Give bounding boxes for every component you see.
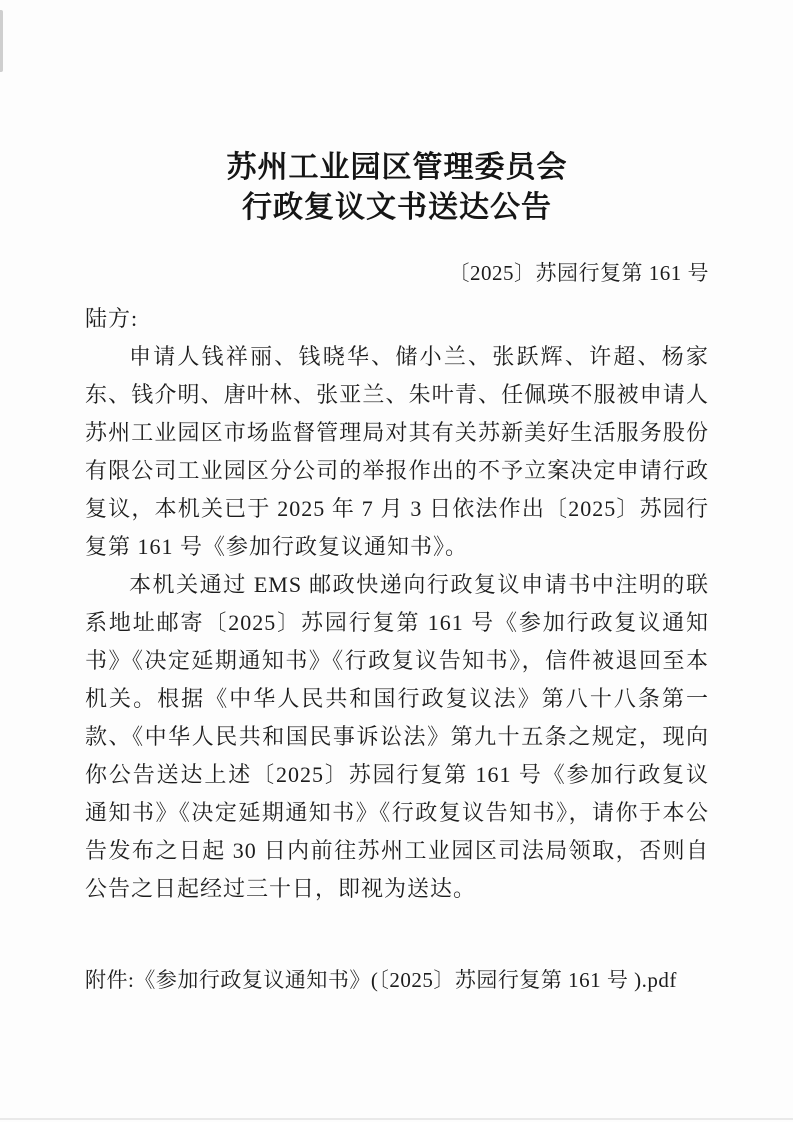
addressee: 陆方:: [85, 306, 139, 331]
scan-artifact-bottom-edge: [0, 1118, 793, 1120]
body-paragraph-2: 本机关通过 EMS 邮政快递向行政复议申请书中注明的联系地址邮寄〔2025〕苏园行复第 161 号《参加行政复议通知书》《决定延期通知书》《行政复议告知书》，信件被退回至本机关。根据《中华人民共和国行政复议法》第八十八条第一款、《中华人民共和国民事诉讼法》第九十五条之规定，现向你公告送达上述〔2025〕苏园行复第 161 号《参加行政复议通知书》《决定延期通知书》《行政复议告知书》，请你于本公告发布之日起 30 日内前往苏州工业园区司法局领取，否则自公告之日起经过三十日，即视为送达。: [85, 572, 709, 901]
document-title: [85, 148, 709, 228]
title-line-1: 苏州工业园区管理委员会: [226, 151, 568, 184]
scan-artifact-left-edge: [0, 10, 3, 72]
body-paragraph-1: 申请人钱祥丽、钱晓华、储小兰、张跃辉、许超、杨家东、钱介明、唐叶林、张亚兰、朱叶青、任佩瑛不服被申请人苏州工业园区市场监督管理局对其有关苏新美好生活服务股份有限公司工业园区分公司的举报作出的不予立案决定申请行政复议，本机关已于 2025 年 7 月 3 日依法作出〔2025〕苏园行复第 161 号《参加行政复议通知书》。: [85, 344, 709, 559]
title-line-2: 行政复议文书送达公告: [242, 191, 552, 224]
attachment-line: 附件:《参加行政复议通知书》(〔2025〕苏园行复第 161 号 ).pdf: [85, 968, 677, 992]
document-number: 〔2025〕苏园行复第 161 号: [448, 261, 709, 285]
